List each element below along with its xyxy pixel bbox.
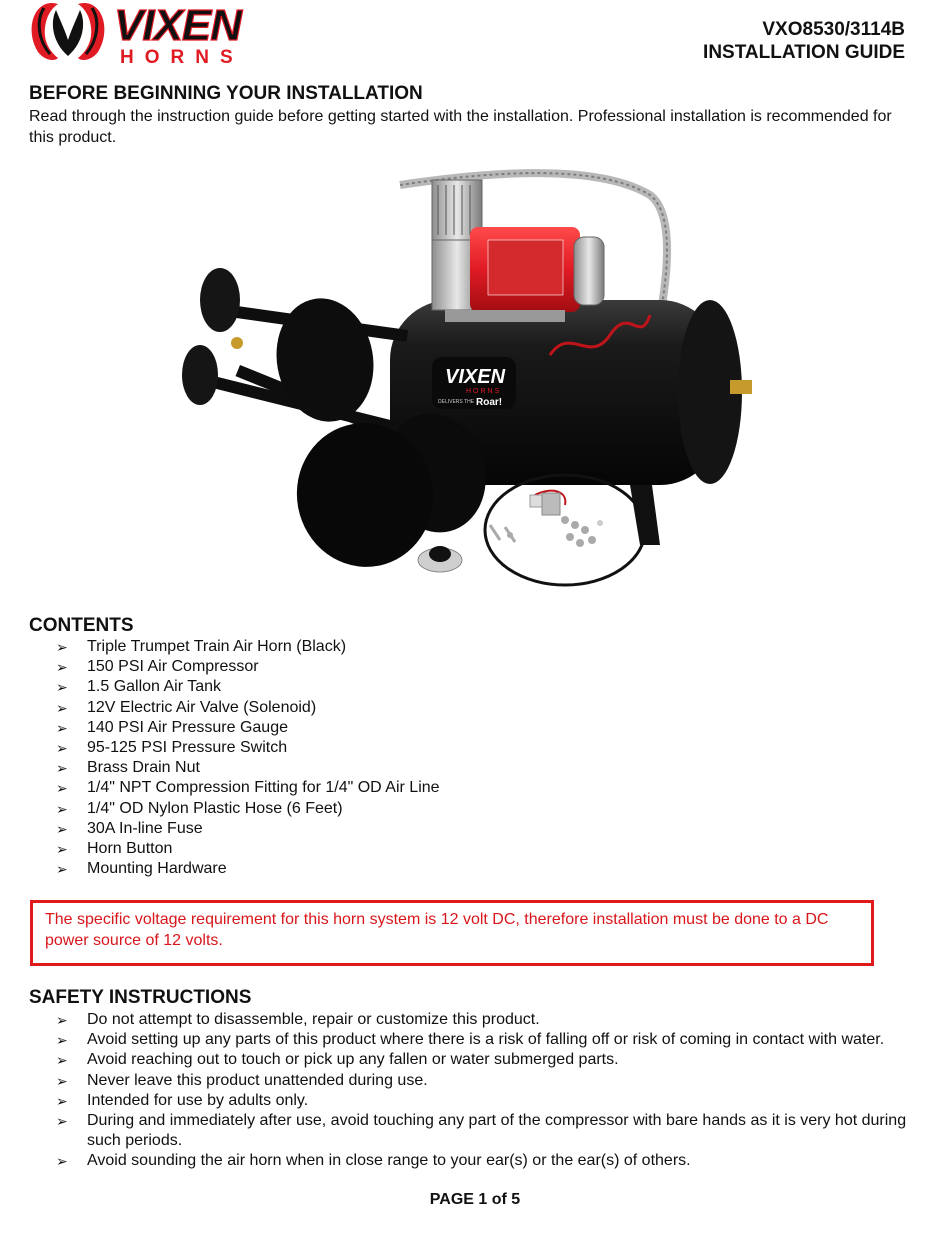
bullet-arrow-icon: ➢ <box>56 740 68 757</box>
bullet-arrow-icon: ➢ <box>56 1092 68 1109</box>
page-number: PAGE 1 of 5 <box>429 1191 521 1208</box>
list-item: ➢ Do not attempt to disassemble, repair or customize this product. <box>56 1010 916 1030</box>
bullet-arrow-icon: ➢ <box>56 861 68 878</box>
bullet-arrow-icon: ➢ <box>56 639 68 655</box>
svg-text:Roar!: Roar! <box>476 397 503 408</box>
model-number: VXO8530/3114B <box>762 19 905 40</box>
list-item: ➢ 1.5 Gallon Air Tank <box>56 677 916 697</box>
air-compressor <box>432 180 604 322</box>
bullet-arrow-icon: ➢ <box>56 800 68 817</box>
logo-subtitle: HORNS <box>120 47 244 68</box>
svg-text:VIXEN: VIXEN <box>445 366 506 388</box>
list-item: ➢ Never leave this product unattended during use. <box>56 1071 916 1091</box>
bullet-arrow-icon: ➢ <box>56 760 68 777</box>
list-item: ➢ 30A In-line Fuse <box>56 819 916 839</box>
bullet-arrow-icon: ➢ <box>56 1012 68 1028</box>
bullet-arrow-icon: ➢ <box>56 719 68 736</box>
bullet-arrow-icon: ➢ <box>56 699 68 716</box>
list-item: ➢ Mounting Hardware <box>56 859 916 879</box>
svg-text:DELIVERS THE: DELIVERS THE <box>438 399 475 405</box>
list-item: ➢ 1/4" OD Nylon Plastic Hose (6 Feet) <box>56 799 916 819</box>
contents-list <box>56 637 916 879</box>
list-item: ➢ Avoid setting up any parts of this product where there is a risk of falling off or risk of coming in contact with water. <box>56 1030 916 1050</box>
list-item: ➢ 150 PSI Air Compressor <box>56 657 916 677</box>
bullet-arrow-icon: ➢ <box>56 841 68 858</box>
bullet-arrow-icon: ➢ <box>56 1032 68 1049</box>
bullet-arrow-icon: ➢ <box>56 1052 68 1069</box>
list-item: ➢ Intended for use by adults only. <box>56 1091 916 1111</box>
list-item: ➢ Triple Trumpet Train Air Horn (Black) <box>56 637 916 657</box>
list-item: ➢ During and immediately after use, avoid touching any part of the compressor with bare hands as it is very hot during such periods. <box>56 1112 907 1150</box>
bullet-arrow-icon: ➢ <box>56 820 68 837</box>
bullet-arrow-icon: ➢ <box>56 1153 68 1170</box>
bullet-arrow-icon: ➢ <box>56 1113 68 1130</box>
vixen-horns-logo <box>28 0 278 68</box>
logo-emblem <box>32 3 105 60</box>
bullet-arrow-icon: ➢ <box>56 659 68 676</box>
before-text: Read through the instruction guide before getting started with the installation. Professional installation is recommended for this product. <box>29 108 892 146</box>
list-item: ➢ 1/4" NPT Compression Fitting for 1/4" OD Air Line <box>56 778 916 798</box>
voltage-warning-box <box>30 900 874 966</box>
document-header <box>703 18 905 64</box>
tank-logo <box>432 357 516 409</box>
list-item: ➢ 95-125 PSI Pressure Switch <box>56 738 916 758</box>
bullet-arrow-icon: ➢ <box>56 780 68 797</box>
list-item: ➢ Avoid sounding the air horn when in close range to your ear(s) or the ear(s) of others. <box>56 1151 916 1171</box>
contents-heading: CONTENTS <box>29 615 134 636</box>
list-item: ➢ 12V Electric Air Valve (Solenoid) <box>56 698 916 718</box>
safety-list <box>56 1010 916 1172</box>
bullet-arrow-icon: ➢ <box>56 1072 68 1089</box>
list-item: ➢ Horn Button <box>56 839 916 859</box>
list-item: ➢ Avoid reaching out to touch or pick up any fallen or water submerged parts. <box>56 1050 916 1070</box>
list-item: ➢ 140 PSI Air Pressure Gauge <box>56 718 916 738</box>
safety-heading: SAFETY INSTRUCTIONS <box>29 987 252 1008</box>
document-title: INSTALLATION GUIDE <box>703 42 905 63</box>
list-item: ➢ Brass Drain Nut <box>56 758 916 778</box>
bullet-arrow-icon: ➢ <box>56 679 68 696</box>
svg-text:HORNS: HORNS <box>466 388 502 395</box>
voltage-warning-text: The specific voltage requirement for this horn system is 12 volt DC, therefore installation must be done to a DC power source of 12 volts. <box>45 911 829 949</box>
product-image <box>170 165 770 595</box>
logo-wordmark: VIXEN <box>114 1 242 50</box>
before-heading: BEFORE BEGINNING YOUR INSTALLATION <box>29 83 423 104</box>
